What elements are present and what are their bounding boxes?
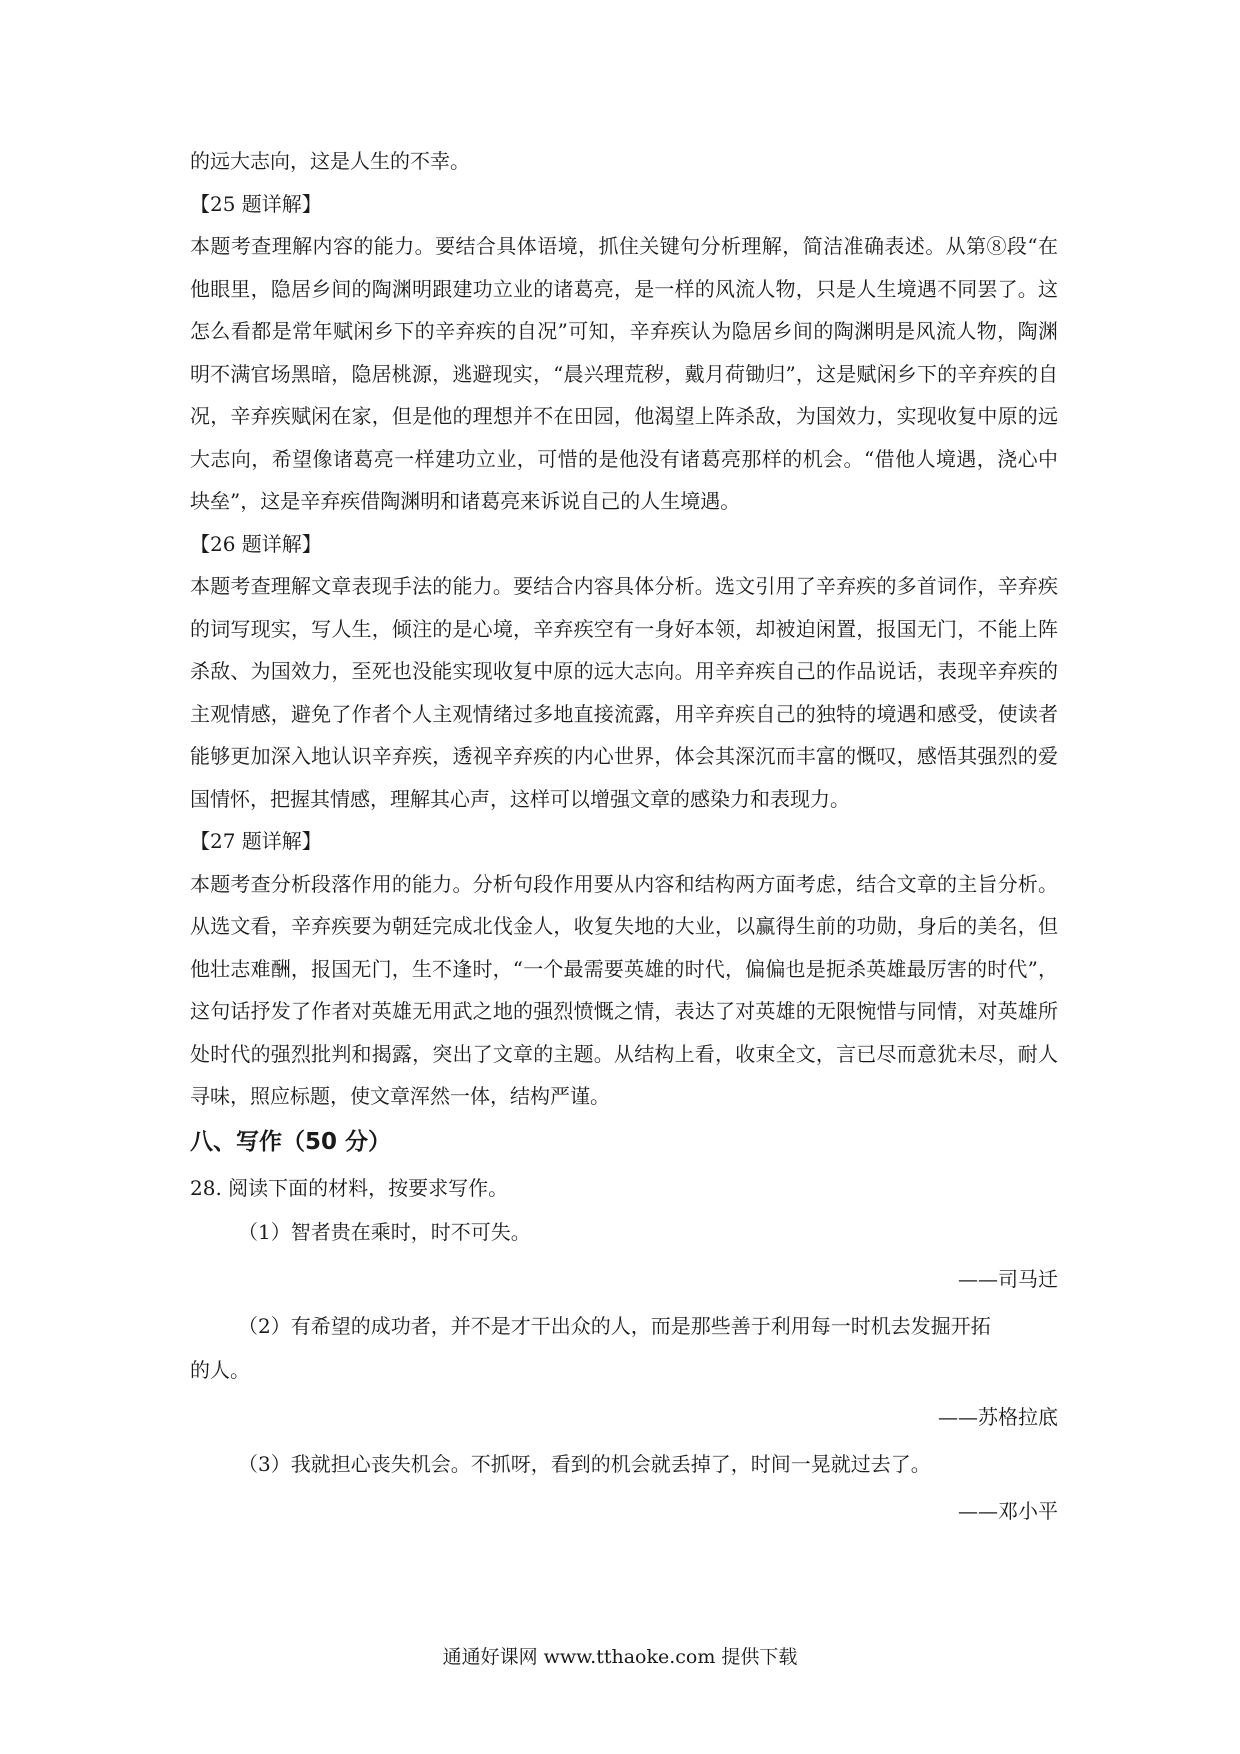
q26-body: 本题考查理解文章表现手法的能力。要结合内容具体分析。选文引用了辛弃疾的多首词作，辛弃疾的词写现实，写人生，倾注的是心境，辛弃疾空有一身好本领，却被迫闲置，报国无门，不能上阵杀敌、为国效力，至死也没能实现收复中原的远大志向。用辛弃疾自己的作品说话，表现辛弃疾的主观情感，避免了作者个人主观情绪过多地直接流露，用辛弃疾自己的独特的境遇和感受，使读者能够更加深入地认识辛弃疾，透视辛弃疾的内心世界，体会其深沉而丰富的慨叹，感悟其强烈的爱国情怀，把握其情感，理解其心声，这样可以增强文章的感染力和表现力。 xyxy=(190,574,1058,811)
q25-body: 本题考查理解内容的能力。要结合具体语境，抓住关键句分析理解，简洁准确表述。从第⑧段“在他眼里，隐居乡间的陶渊明跟建功立业的诸葛亮，是一样的风流人物，只是人生境遇不同罢了。这怎么看都是常年赋闲乡下的辛弃疾的自况”可知，辛弃疾认为隐居乡间的陶渊明是风流人物，陶渊明不满官场黑暗，隐居桃源，逃避现实，“晨兴理荒秽，戴月荷锄归”，这是赋闲乡下的辛弃疾的自况，辛弃疾赋闲在家，但是他的理想并不在田园，他渴望上阵杀敌，为国效力，实现收复中原的远大志向，希望像诸葛亮一样建功立业，可惜的是他没有诸葛亮那样的机会。“借他人境遇，浇心中块垒”，这是辛弃疾借陶渊明和诸葛亮来诉说自己的人生境遇。 xyxy=(190,234,1058,513)
quote-2-line-1: （2）有希望的成功者，并不是才干出众的人，而是那些善于利用每一时机去发掘开拓 xyxy=(238,1313,991,1338)
quote-3: （3）我就担心丧失机会。不抓呀，看到的机会就丢掉了，时间一晃就过去了。 xyxy=(238,1451,931,1476)
section-title: 八、写作（50 分） xyxy=(190,1128,392,1155)
attribution-1: ——司马迁 xyxy=(958,1266,1058,1291)
attribution-3: ——邓小平 xyxy=(958,1498,1058,1523)
intro-tail-text: 的远大志向，这是人生的不幸。 xyxy=(190,149,470,173)
quote-1: （1）智者贵在乘时，时不可失。 xyxy=(238,1219,531,1244)
attribution-2: ——苏格拉底 xyxy=(938,1404,1058,1429)
quote-2-line-2: 的人。 xyxy=(190,1357,250,1382)
q25-heading: 【25 题详解】 xyxy=(190,191,322,216)
page-footer: 通通好课网 www.tthaoke.com 提供下载 xyxy=(442,1646,798,1668)
document-body xyxy=(190,140,1058,1536)
q27-heading: 【27 题详解】 xyxy=(190,829,322,853)
q26-heading: 【26 题详解】 xyxy=(190,531,322,556)
question-28: 28. 阅读下面的材料，按要求写作。 xyxy=(190,1175,509,1200)
q27-body: 本题考查分析段落作用的能力。分析句段作用要从内容和结构两方面考虑，结合文章的主旨分析。从选文看，辛弃疾要为朝廷完成北伐金人，收复失地的大业，以赢得生前的功勋，身后的美名，但他壮志难酬，报国无门，生不逢时，“一个最需要英雄的时代，偏偏也是扼杀英雄最厉害的时代”，这句话抒发了作者对英雄无用武之地的强烈愤慨之情，表达了对英雄的无限惋惜与同情，对英雄所处时代的强烈批判和揭露，突出了文章的主题。从结构上看，收束全文，言已尽而意犹未尽，耐人寻味，照应标题，使文章浑然一体，结构严谨。 xyxy=(190,871,1058,1108)
